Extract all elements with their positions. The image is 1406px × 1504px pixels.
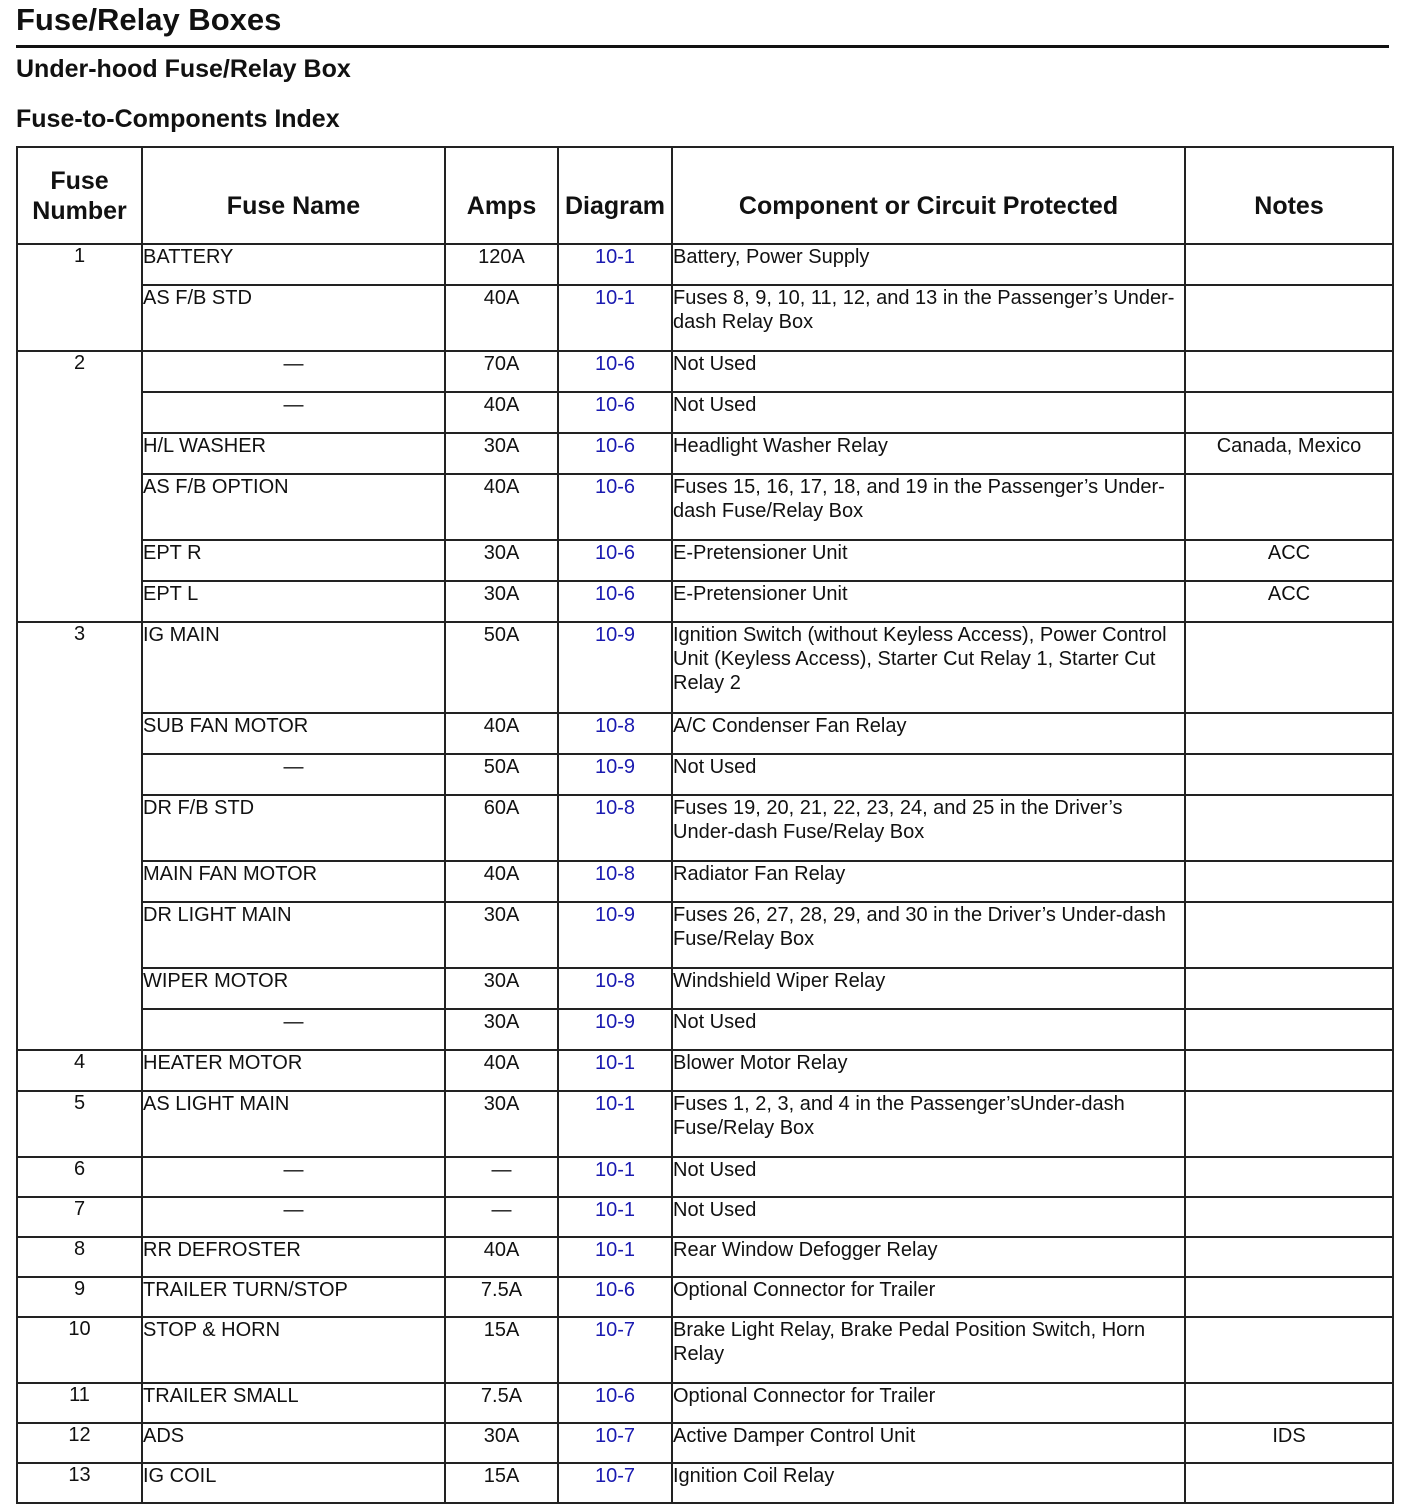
header-fuse-name: Fuse Name — [142, 147, 445, 244]
amps-cell: 40A — [445, 1237, 558, 1277]
component-cell: Blower Motor Relay — [672, 1050, 1185, 1091]
fuse-name-cell: AS LIGHT MAIN — [142, 1091, 445, 1157]
component-cell: Fuses 15, 16, 17, 18, and 19 in the Passenger’s Under-dash Fuse/Relay Box — [672, 474, 1185, 540]
header-component: Component or Circuit Protected — [672, 147, 1185, 244]
amps-cell: 40A — [445, 474, 558, 540]
notes-cell — [1185, 1050, 1393, 1091]
component-cell: Headlight Washer Relay — [672, 433, 1185, 474]
table-row — [17, 433, 1393, 474]
notes-cell — [1185, 861, 1393, 902]
fuse-number-cell: 8 — [17, 1237, 142, 1277]
amps-cell: 120A — [445, 244, 558, 285]
notes-cell — [1185, 968, 1393, 1009]
notes-cell: IDS — [1185, 1423, 1393, 1463]
notes-cell: ACC — [1185, 540, 1393, 581]
notes-cell — [1185, 285, 1393, 351]
diagram-link[interactable]: 10-9 — [558, 754, 672, 795]
fuse-name-cell: ADS — [142, 1423, 445, 1463]
table-row — [17, 1009, 1393, 1050]
fuse-name-cell: SUB FAN MOTOR — [142, 713, 445, 754]
component-cell: Optional Connector for Trailer — [672, 1383, 1185, 1423]
notes-cell — [1185, 1277, 1393, 1317]
component-cell: Not Used — [672, 1157, 1185, 1197]
fuse-components-table — [16, 146, 1394, 1504]
amps-cell: 30A — [445, 1091, 558, 1157]
diagram-link[interactable]: 10-8 — [558, 713, 672, 754]
diagram-link[interactable]: 10-7 — [558, 1317, 672, 1383]
fuse-name-cell: BATTERY — [142, 244, 445, 285]
fuse-number-cell: 10 — [17, 1317, 142, 1383]
fuse-name-cell: AS F/B STD — [142, 285, 445, 351]
table-row — [17, 795, 1393, 861]
table-row — [17, 392, 1393, 433]
diagram-link[interactable]: 10-9 — [558, 622, 672, 713]
table-row — [17, 581, 1393, 622]
amps-cell: — — [445, 1197, 558, 1237]
fuse-name-cell: — — [142, 1197, 445, 1237]
fuse-name-cell: TRAILER SMALL — [142, 1383, 445, 1423]
component-cell: Not Used — [672, 1197, 1185, 1237]
table-row — [17, 1237, 1393, 1277]
diagram-link[interactable]: 10-6 — [558, 351, 672, 392]
table-row — [17, 244, 1393, 285]
amps-cell: 30A — [445, 1423, 558, 1463]
amps-cell: 30A — [445, 1009, 558, 1050]
section-title: Fuse-to-Components Index — [16, 105, 340, 133]
amps-cell: 40A — [445, 861, 558, 902]
diagram-link[interactable]: 10-6 — [558, 540, 672, 581]
amps-cell: 15A — [445, 1317, 558, 1383]
fuse-number-cell: 4 — [17, 1050, 142, 1091]
diagram-link[interactable]: 10-6 — [558, 474, 672, 540]
table-row — [17, 1197, 1393, 1237]
diagram-link[interactable]: 10-9 — [558, 902, 672, 968]
fuse-name-cell: WIPER MOTOR — [142, 968, 445, 1009]
component-cell: Ignition Switch (without Keyless Access), Power Control Unit (Keyless Access), Starter Cut Relay 1, Starter Cut Relay 2 — [672, 622, 1185, 713]
notes-cell — [1185, 795, 1393, 861]
table-row — [17, 285, 1393, 351]
component-cell: Not Used — [672, 1009, 1185, 1050]
notes-cell — [1185, 622, 1393, 713]
component-cell: Not Used — [672, 351, 1185, 392]
diagram-link[interactable]: 10-1 — [558, 1091, 672, 1157]
table-row — [17, 1157, 1393, 1197]
fuse-name-cell: — — [142, 1157, 445, 1197]
amps-cell: 30A — [445, 902, 558, 968]
component-cell: Windshield Wiper Relay — [672, 968, 1185, 1009]
notes-cell — [1185, 1463, 1393, 1503]
page-title: Fuse/Relay Boxes — [16, 2, 282, 37]
component-cell: Rear Window Defogger Relay — [672, 1237, 1185, 1277]
diagram-link[interactable]: 10-1 — [558, 1197, 672, 1237]
component-cell: Radiator Fan Relay — [672, 861, 1185, 902]
table-row — [17, 540, 1393, 581]
amps-cell: 30A — [445, 581, 558, 622]
amps-cell: 7.5A — [445, 1277, 558, 1317]
component-cell: Active Damper Control Unit — [672, 1423, 1185, 1463]
diagram-link[interactable]: 10-8 — [558, 968, 672, 1009]
fuse-name-cell: IG COIL — [142, 1463, 445, 1503]
header-notes: Notes — [1185, 147, 1393, 244]
table-header-row — [17, 147, 1393, 244]
table-row — [17, 1317, 1393, 1383]
fuse-name-cell: IG MAIN — [142, 622, 445, 713]
component-cell: E-Pretensioner Unit — [672, 540, 1185, 581]
notes-cell — [1185, 754, 1393, 795]
amps-cell: 40A — [445, 392, 558, 433]
table-row — [17, 1463, 1393, 1503]
fuse-name-cell: — — [142, 1009, 445, 1050]
notes-cell — [1185, 1091, 1393, 1157]
fuse-number-cell: 9 — [17, 1277, 142, 1317]
diagram-link[interactable]: 10-6 — [558, 1277, 672, 1317]
notes-cell — [1185, 474, 1393, 540]
amps-cell: 40A — [445, 1050, 558, 1091]
table-row — [17, 622, 1393, 713]
amps-cell: 70A — [445, 351, 558, 392]
fuse-name-cell: DR F/B STD — [142, 795, 445, 861]
diagram-link[interactable]: 10-1 — [558, 285, 672, 351]
component-cell: Fuses 26, 27, 28, 29, and 30 in the Driver’s Under-dash Fuse/Relay Box — [672, 902, 1185, 968]
notes-cell — [1185, 1157, 1393, 1197]
table-row — [17, 1091, 1393, 1157]
component-cell: Ignition Coil Relay — [672, 1463, 1185, 1503]
diagram-link[interactable]: 10-6 — [558, 392, 672, 433]
amps-cell: 30A — [445, 968, 558, 1009]
fuse-name-cell: RR DEFROSTER — [142, 1237, 445, 1277]
component-cell: E-Pretensioner Unit — [672, 581, 1185, 622]
table-row — [17, 474, 1393, 540]
diagram-link[interactable]: 10-6 — [558, 581, 672, 622]
amps-cell: 30A — [445, 540, 558, 581]
amps-cell: 60A — [445, 795, 558, 861]
table-row — [17, 1050, 1393, 1091]
amps-cell: 50A — [445, 754, 558, 795]
amps-cell: 40A — [445, 285, 558, 351]
fuse-name-cell: H/L WASHER — [142, 433, 445, 474]
diagram-link[interactable]: 10-1 — [558, 244, 672, 285]
table-row — [17, 1277, 1393, 1317]
header-diagram: Diagram — [558, 147, 672, 244]
component-cell: Fuses 1, 2, 3, and 4 in the Passenger’sUnder-dash Fuse/Relay Box — [672, 1091, 1185, 1157]
fuse-number-cell: 2 — [17, 351, 142, 622]
diagram-link[interactable]: 10-8 — [558, 861, 672, 902]
diagram-link[interactable]: 10-6 — [558, 1383, 672, 1423]
diagram-link[interactable]: 10-1 — [558, 1237, 672, 1277]
fuse-number-cell: 3 — [17, 622, 142, 1050]
table-row — [17, 713, 1393, 754]
component-cell: Not Used — [672, 754, 1185, 795]
fuse-name-cell: DR LIGHT MAIN — [142, 902, 445, 968]
table-row — [17, 1383, 1393, 1423]
notes-cell: ACC — [1185, 581, 1393, 622]
amps-cell: 7.5A — [445, 1383, 558, 1423]
component-cell: Fuses 8, 9, 10, 11, 12, and 13 in the Passenger’s Under-dash Relay Box — [672, 285, 1185, 351]
notes-cell — [1185, 1009, 1393, 1050]
header-amps: Amps — [445, 147, 558, 244]
fuse-number-cell: 12 — [17, 1423, 142, 1463]
fuse-name-cell: EPT L — [142, 581, 445, 622]
header-fuse-number: Fuse Number — [17, 147, 142, 244]
fuse-number-cell: 7 — [17, 1197, 142, 1237]
table-row — [17, 1423, 1393, 1463]
notes-cell — [1185, 902, 1393, 968]
amps-cell: 30A — [445, 433, 558, 474]
notes-cell — [1185, 1197, 1393, 1237]
notes-cell — [1185, 244, 1393, 285]
table-row — [17, 351, 1393, 392]
fuse-name-cell: HEATER MOTOR — [142, 1050, 445, 1091]
fuse-name-cell: STOP & HORN — [142, 1317, 445, 1383]
component-cell: Battery, Power Supply — [672, 244, 1185, 285]
fuse-number-cell: 1 — [17, 244, 142, 351]
fuse-number-cell: 13 — [17, 1463, 142, 1503]
diagram-link[interactable]: 10-1 — [558, 1157, 672, 1197]
component-cell: Fuses 19, 20, 21, 22, 23, 24, and 25 in the Driver’s Under-dash Fuse/Relay Box — [672, 795, 1185, 861]
component-cell: Brake Light Relay, Brake Pedal Position Switch, Horn Relay — [672, 1317, 1185, 1383]
fuse-name-cell: — — [142, 392, 445, 433]
amps-cell: 50A — [445, 622, 558, 713]
diagram-link[interactable]: 10-8 — [558, 795, 672, 861]
page-subtitle: Under-hood Fuse/Relay Box — [16, 55, 351, 83]
notes-cell — [1185, 713, 1393, 754]
fuse-name-cell: MAIN FAN MOTOR — [142, 861, 445, 902]
amps-cell: — — [445, 1157, 558, 1197]
notes-cell — [1185, 1237, 1393, 1277]
fuse-name-cell: — — [142, 351, 445, 392]
diagram-link[interactable]: 10-9 — [558, 1009, 672, 1050]
notes-cell — [1185, 1317, 1393, 1383]
amps-cell: 15A — [445, 1463, 558, 1503]
fuse-name-cell: AS F/B OPTION — [142, 474, 445, 540]
diagram-link[interactable]: 10-6 — [558, 433, 672, 474]
title-rule — [16, 45, 1389, 48]
table-row — [17, 754, 1393, 795]
fuse-name-cell: — — [142, 754, 445, 795]
table-row — [17, 968, 1393, 1009]
table-row — [17, 902, 1393, 968]
diagram-link[interactable]: 10-1 — [558, 1050, 672, 1091]
diagram-link[interactable]: 10-7 — [558, 1463, 672, 1503]
fuse-number-cell: 6 — [17, 1157, 142, 1197]
notes-cell — [1185, 1383, 1393, 1423]
notes-cell: Canada, Mexico — [1185, 433, 1393, 474]
component-cell: Not Used — [672, 392, 1185, 433]
component-cell: Optional Connector for Trailer — [672, 1277, 1185, 1317]
fuse-number-cell: 11 — [17, 1383, 142, 1423]
notes-cell — [1185, 392, 1393, 433]
notes-cell — [1185, 351, 1393, 392]
fuse-number-cell: 5 — [17, 1091, 142, 1157]
amps-cell: 40A — [445, 713, 558, 754]
component-cell: A/C Condenser Fan Relay — [672, 713, 1185, 754]
fuse-name-cell: TRAILER TURN/STOP — [142, 1277, 445, 1317]
diagram-link[interactable]: 10-7 — [558, 1423, 672, 1463]
fuse-name-cell: EPT R — [142, 540, 445, 581]
table-row — [17, 861, 1393, 902]
